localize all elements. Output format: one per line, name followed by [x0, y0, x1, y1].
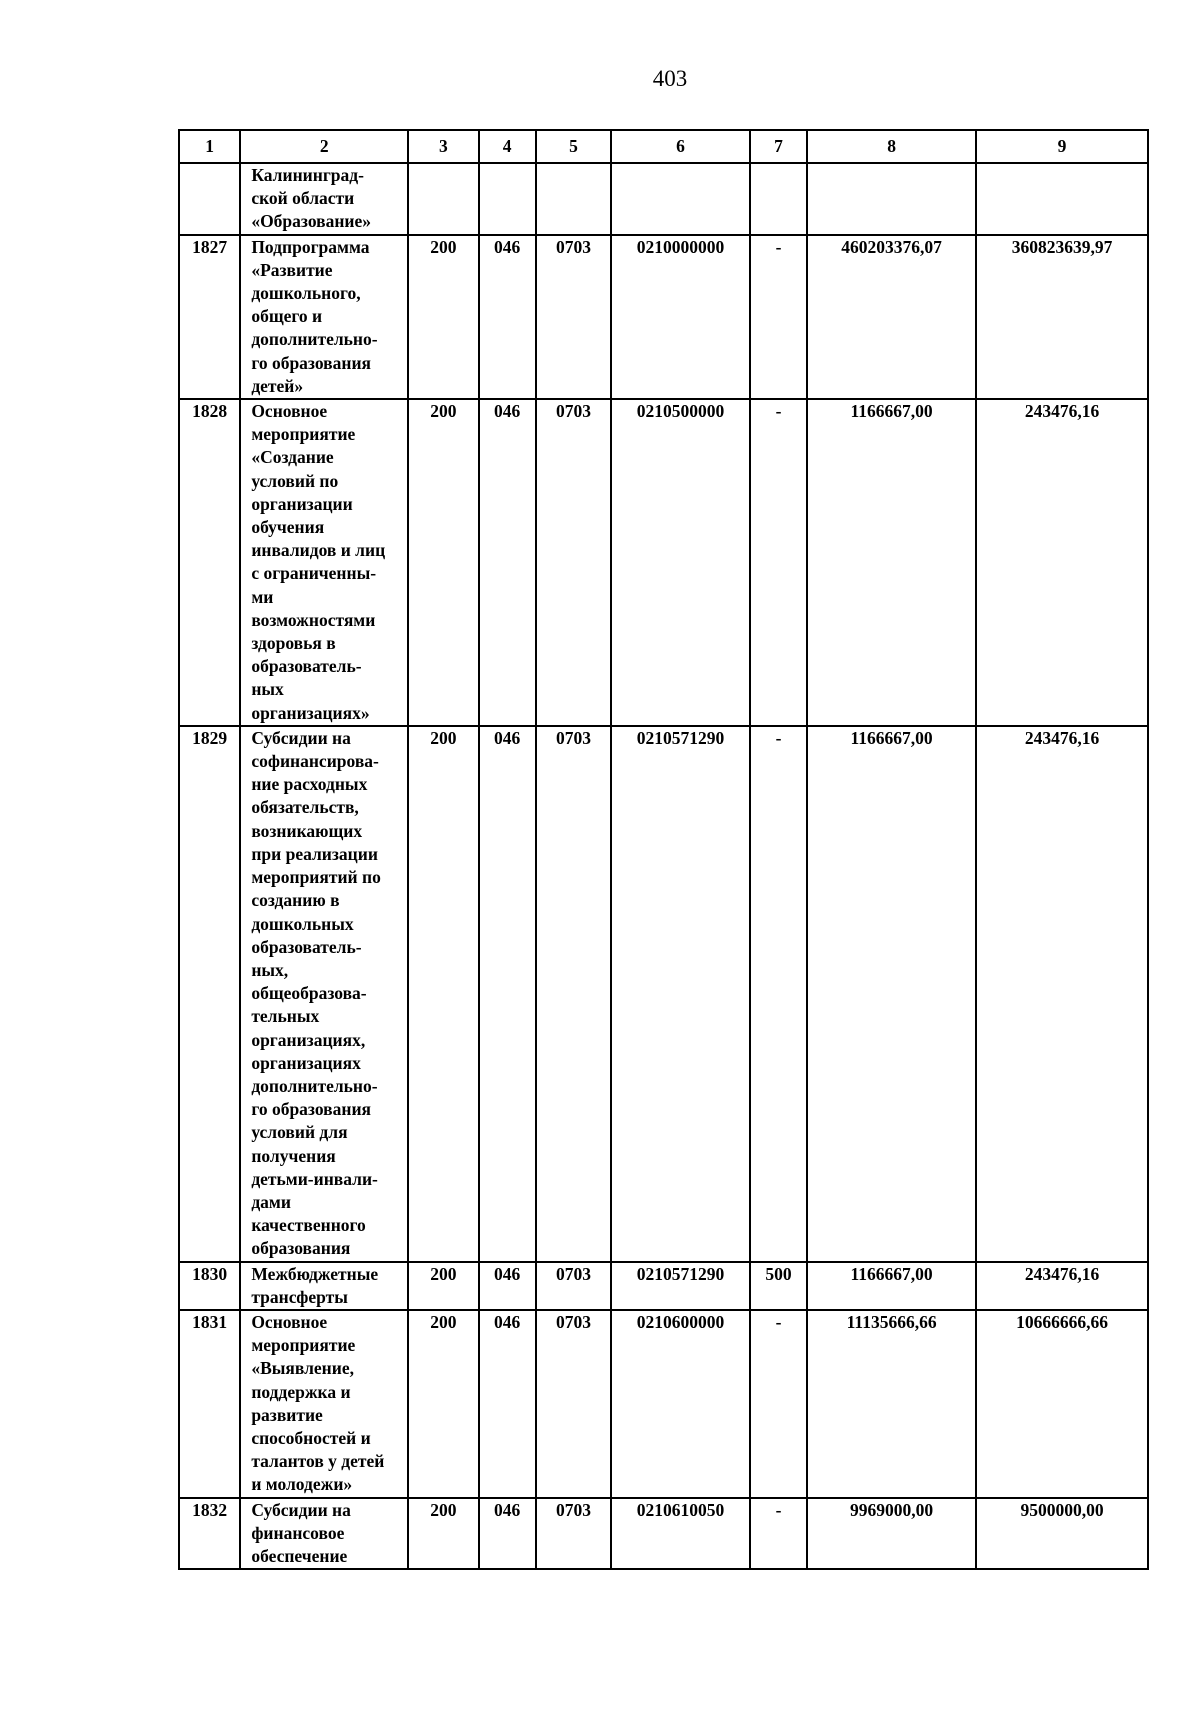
- row-code-ministry: 200: [408, 235, 478, 399]
- header-col-5: 5: [536, 130, 611, 163]
- header-col-9: 9: [976, 130, 1148, 163]
- row-name-line: детьми-инвали-: [251, 1168, 378, 1189]
- row-name-line: общеобразова-: [251, 983, 367, 1004]
- row-name-line: обеспечение: [251, 1545, 348, 1566]
- row-name-line: и молодежи»: [251, 1474, 353, 1495]
- row-name: [240, 235, 408, 399]
- row-name-line: качественного: [251, 1215, 366, 1236]
- row-code-target: 0210600000: [611, 1310, 750, 1498]
- row-name-line: Основное: [251, 1311, 328, 1332]
- row-code-expense-type: -: [750, 235, 807, 399]
- row-name-line: Калининград-: [251, 165, 364, 185]
- header-col-3: 3: [408, 130, 478, 163]
- table-header-row: [179, 130, 1148, 163]
- row-name-line: «Образование»: [251, 211, 372, 232]
- row-name-line: финансовое: [251, 1522, 345, 1543]
- row-name-line: дошкольных: [251, 913, 354, 934]
- row-code-section: [536, 163, 611, 235]
- row-code-agency: 046: [479, 1310, 536, 1498]
- row-code-section: 0703: [536, 1498, 611, 1570]
- table-row: [179, 1498, 1148, 1570]
- header-col-2: 2: [240, 130, 408, 163]
- row-code-target: 0210610050: [611, 1498, 750, 1570]
- budget-table: [178, 129, 1149, 1570]
- row-amount-actual: [976, 163, 1148, 235]
- row-name-line: здоровья в: [251, 633, 336, 654]
- row-amount-actual: 10666666,66: [976, 1310, 1148, 1498]
- row-name-line: организациях: [251, 1052, 361, 1073]
- row-number: 1831: [179, 1310, 240, 1498]
- row-amount-actual: 243476,16: [976, 1262, 1148, 1310]
- row-name-line: с ограниченны-: [251, 563, 377, 584]
- row-code-section: 0703: [536, 1262, 611, 1310]
- row-code-expense-type: [750, 163, 807, 235]
- table-row: [179, 1262, 1148, 1310]
- row-code-agency: 046: [479, 235, 536, 399]
- row-name-line: Субсидии на: [251, 1499, 351, 1520]
- row-number: 1830: [179, 1262, 240, 1310]
- row-name-line: го образования: [251, 1099, 372, 1120]
- row-code-target: 0210500000: [611, 399, 750, 726]
- row-name-line: дошкольного,: [251, 283, 361, 304]
- row-name: [240, 399, 408, 726]
- row-code-section: 0703: [536, 399, 611, 726]
- table-row: [179, 1310, 1148, 1498]
- row-name-line: образователь-: [251, 936, 362, 957]
- row-name: [240, 1262, 408, 1310]
- row-name-line: го образования: [251, 352, 372, 373]
- row-name-line: мероприятие: [251, 1335, 356, 1356]
- row-name-line: при реализации: [251, 843, 378, 864]
- row-name-line: ных: [251, 679, 284, 700]
- row-amount-plan: 460203376,07: [807, 235, 976, 399]
- row-amount-plan: 1166667,00: [807, 1262, 976, 1310]
- row-name-line: получения: [251, 1145, 336, 1166]
- table-row: [179, 399, 1148, 726]
- row-name-line: Подпрограмма: [251, 236, 370, 257]
- row-number: [179, 163, 240, 235]
- row-name-line: дополнительно-: [251, 329, 378, 350]
- row-name: [240, 163, 408, 235]
- row-name-line: инвалидов и лиц: [251, 540, 386, 561]
- row-code-ministry: 200: [408, 399, 478, 726]
- table-row: [179, 163, 1148, 235]
- row-name-line: обязательств,: [251, 797, 359, 818]
- row-name-line: детей»: [251, 375, 304, 396]
- row-code-ministry: 200: [408, 1262, 478, 1310]
- row-code-agency: 046: [479, 1498, 536, 1570]
- row-code-agency: [479, 163, 536, 235]
- row-name-line: развитие: [251, 1404, 323, 1425]
- row-name-line: тельных: [251, 1006, 320, 1027]
- row-name-line: образования: [251, 1238, 351, 1259]
- row-number: 1832: [179, 1498, 240, 1570]
- row-name-line: дополнительно-: [251, 1075, 378, 1096]
- row-amount-actual: 9500000,00: [976, 1498, 1148, 1570]
- row-name: [240, 726, 408, 1262]
- row-code-expense-type: -: [750, 726, 807, 1262]
- row-name-line: талантов у детей: [251, 1451, 385, 1472]
- row-name-line: образователь-: [251, 656, 362, 677]
- row-name-line: обучения: [251, 517, 325, 538]
- row-name-line: организациях,: [251, 1029, 366, 1050]
- row-number: 1828: [179, 399, 240, 726]
- row-name-line: способностей и: [251, 1427, 371, 1448]
- row-name-line: возникающих: [251, 820, 363, 841]
- row-code-target: 0210571290: [611, 1262, 750, 1310]
- row-code-ministry: [408, 163, 478, 235]
- table-row: [179, 726, 1148, 1262]
- row-code-expense-type: -: [750, 1310, 807, 1498]
- row-code-expense-type: -: [750, 399, 807, 726]
- row-name: [240, 1310, 408, 1498]
- row-code-section: 0703: [536, 235, 611, 399]
- row-name-line: общего и: [251, 306, 323, 327]
- row-name-line: трансферты: [251, 1286, 348, 1307]
- row-amount-plan: 1166667,00: [807, 726, 976, 1262]
- row-code-agency: 046: [479, 399, 536, 726]
- row-name-line: мероприятий по: [251, 867, 381, 888]
- header-col-1: 1: [179, 130, 240, 163]
- header-col-7: 7: [750, 130, 807, 163]
- row-amount-plan: 11135666,66: [807, 1310, 976, 1498]
- row-name-line: созданию в: [251, 890, 340, 911]
- row-name-line: дами: [251, 1191, 291, 1212]
- row-code-section: 0703: [536, 1310, 611, 1498]
- row-code-expense-type: -: [750, 1498, 807, 1570]
- row-code-expense-type: 500: [750, 1262, 807, 1310]
- row-amount-actual: 243476,16: [976, 726, 1148, 1262]
- row-name-line: «Создание: [251, 447, 334, 468]
- row-name-line: организации: [251, 493, 353, 514]
- row-code-agency: 046: [479, 726, 536, 1262]
- row-code-ministry: 200: [408, 726, 478, 1262]
- row-code-target: 0210000000: [611, 235, 750, 399]
- row-name-line: ние расходных: [251, 774, 368, 795]
- row-name-line: возможностями: [251, 609, 376, 630]
- row-name-line: ской области: [251, 188, 355, 209]
- row-amount-plan: [807, 163, 976, 235]
- row-name-line: ми: [251, 586, 274, 607]
- row-amount-plan: 9969000,00: [807, 1498, 976, 1570]
- row-name-line: «Развитие: [251, 259, 333, 280]
- row-code-ministry: 200: [408, 1310, 478, 1498]
- row-name: [240, 1498, 408, 1570]
- row-name-line: условий по: [251, 470, 339, 491]
- row-name-line: условий для: [251, 1122, 348, 1143]
- row-code-agency: 046: [479, 1262, 536, 1310]
- header-col-4: 4: [479, 130, 536, 163]
- page-number: 403: [652, 66, 688, 91]
- row-name-line: «Выявление,: [251, 1358, 354, 1379]
- row-code-section: 0703: [536, 726, 611, 1262]
- row-number: 1827: [179, 235, 240, 399]
- row-amount-actual: 243476,16: [976, 399, 1148, 726]
- row-amount-plan: 1166667,00: [807, 399, 976, 726]
- row-name-line: Субсидии на: [251, 727, 351, 748]
- row-name-line: софинансирова-: [251, 751, 379, 772]
- row-name-line: поддержка и: [251, 1381, 351, 1402]
- row-amount-actual: 360823639,97: [976, 235, 1148, 399]
- row-name-line: Межбюджетные: [251, 1263, 379, 1284]
- row-code-target: [611, 163, 750, 235]
- row-code-target: 0210571290: [611, 726, 750, 1262]
- row-number: 1829: [179, 726, 240, 1262]
- row-name-line: Основное: [251, 401, 328, 422]
- row-name-line: ных,: [251, 959, 289, 980]
- row-name-line: организациях»: [251, 702, 370, 723]
- table-row: [179, 235, 1148, 399]
- row-name-line: мероприятие: [251, 424, 356, 445]
- header-col-6: 6: [611, 130, 750, 163]
- row-code-ministry: 200: [408, 1498, 478, 1570]
- header-col-8: 8: [807, 130, 976, 163]
